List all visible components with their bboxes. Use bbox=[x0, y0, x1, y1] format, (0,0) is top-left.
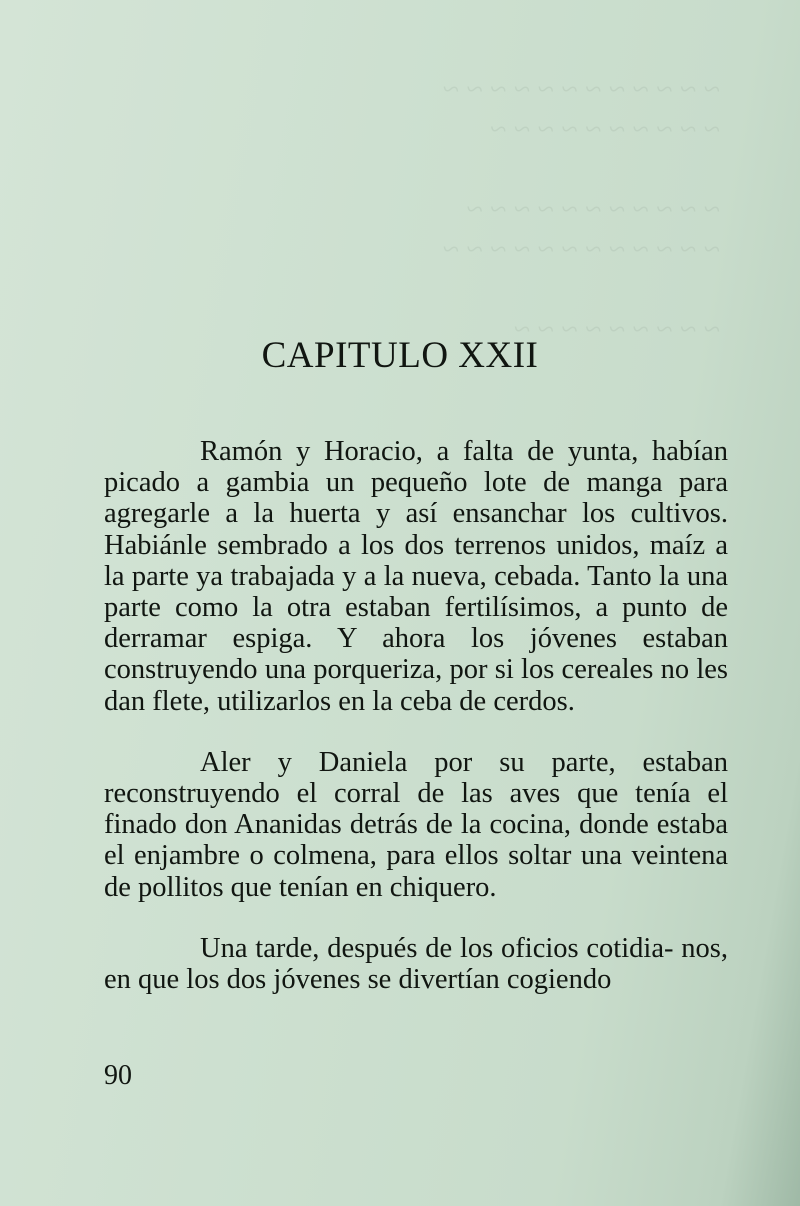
chapter-title: CAPITULO XXII bbox=[261, 335, 539, 376]
paragraph-1: Ramón y Horacio, a falta de yunta, habían picado a gambia un pequeño lote de manga para agregarle a la huerta y así ensanchar los cultivos. Habiánle sembrado a los dos terrenos unidos, maíz a la parte ya trabajada y a la nueva, cebada. Tanto la una parte como la otra estaban fertilísimos, a punto de derramar espiga. Y ahora los jóvenes estaban construyendo una porqueriza, por si los cereales no les dan flete, utilizarlos en la ceba de cerdos. bbox=[104, 436, 728, 717]
show-through-texture: ~ ~ ~ ~ ~ ~ ~ ~ ~ ~ ~ ~ ~ ~ ~ ~ ~ ~ ~ ~ ~ ~ ~ ~ ~ ~ ~ ~ ~ ~ ~ ~ ~ ~ ~ ~ ~ ~ ~ ~ ~ ~ ~ ~ ~ ~ ~ ~ ~ ~ ~ ~ ~ ~ bbox=[442, 73, 720, 346]
page-number: 90 bbox=[104, 1060, 132, 1091]
body-text bbox=[104, 436, 728, 995]
paragraph-3: Una tarde, después de los oficios cotidia- nos, en que los dos jóvenes se divertían cogiendo bbox=[104, 932, 728, 996]
paragraph-2: Aler y Daniela por su parte, estaban reconstruyendo el corral de las aves que tenía el finado don Ananidas detrás de la cocina, donde estaba el enjambre o colmena, para ellos soltar una veintena de pollitos que tenían en chiquero. bbox=[104, 746, 728, 903]
